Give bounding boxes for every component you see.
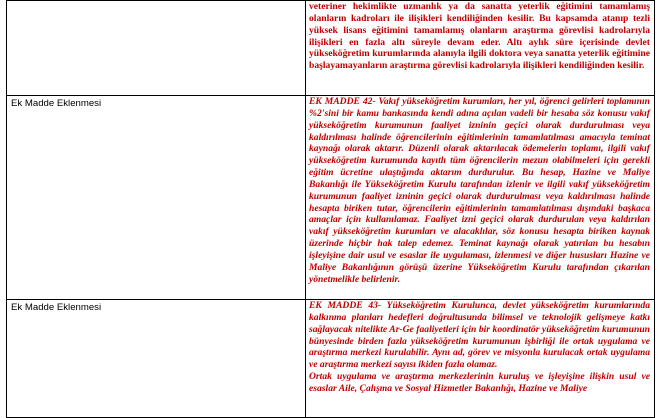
row-label: Ek Madde Eklenmesi [11, 98, 102, 109]
article-paragraph: EK MADDE 43- Yükseköğretim Kurulunca, devlet yükseköğretim kurumlarında kalkınma planları hedefleri doğrultusunda bilimsel ve teknolojik gelişmeye katkı sağlayacak nitelikte Ar-Ge faaliyetleri için bir koordinatör yükseköğretim kurumunun bünyesinde birden fazla yükseköğretim kurumunun işbirliği ile ortak uygulama ve araştırma merkezi kurulabilir. Aynı ad, görev ve misyonla kurulacak ortak uygulama ve araştırma merkezi sayısı ikiden fazla olamaz. [309, 300, 650, 371]
article-paragraph: Ortak uygulama ve araştırma merkezlerinin kuruluş ve işleyişine ilişkin usul ve esaslar Aile, Çalışma ve Sosyal Hizmetler Bakanlığı, Hazine ve Maliye [309, 371, 650, 394]
document-table [6, 0, 655, 418]
right-cell [306, 1, 655, 96]
table-row [7, 1, 655, 96]
left-cell [7, 1, 306, 96]
right-cell [306, 300, 655, 418]
table-row [7, 96, 655, 300]
article-text [306, 300, 654, 395]
right-cell [306, 96, 655, 300]
table-row [7, 300, 655, 418]
left-cell [7, 300, 306, 418]
row-label [7, 1, 305, 3]
article-text [306, 1, 654, 72]
left-cell [7, 96, 306, 300]
article-paragraph: veteriner hekimlikte uzmanlık ya da sanatta yeterlik eğitimini tamamlamış olanların kadroları ile ilişikleri kendiliğinden kesilir. Bu kapsamda atanıp tezli yüksek lisans eğitimini tamamlamış olanların araştırma görevlisi kadrolarıyla ilişikleri en fazla altı süreyle devam eder. Altı aylık süre içerisinde devlet yükseköğretim kurumlarında alanıyla ilgili doktora veya sanatta yeterlik eğitimine başlayamayanların araştırma görevlisi kadrolarıyla ilişikleri kendiliğinden kesilir. [309, 1, 650, 72]
article-text [306, 96, 654, 286]
row-label: Ek Madde Eklenmesi [11, 302, 102, 313]
article-paragraph: EK MADDE 42- Vakıf yükseköğretim kurumları, her yıl, öğrenci gelirleri toplamının %2'sini bir kamu bankasında kendi adına açılan vadeli bir hesaba söz konusu vakıf yükseköğretim kurumunun faaliyet izninin geçici olarak durdurulması veya kaldırılması halinde öğrencilerinin eğitimlerinin tamamlatılması amacıyla teminat kaynağı olarak aktarır. Düzenli olarak aktarılacak ödemelerin toplamı, ilgili vakıf yükseköğretim kurumunda kayıtlı tüm öğrencilerin mezun olabilmeleri için gerekli eğitim ücretine ulaştığında aktarım durdurulur. Bu hesap, Hazine ve Maliye Bakanlığı ile Yükseköğretim Kurulu tarafından izlenir ve ilgili vakıf yükseköğretim kurumunun faaliyet izninin geçici olarak durdurulması veya kaldırılması halinde hesapta biriken tutar, öğrencilerin eğitimlerinin tamamlatılması dışındaki başkaca amaçlar için kullanılamaz. Faaliyet izni geçici olarak durdurulan veya kaldırılan vakıf yükseköğretim kurumları ve alacaklılar, söz konusu hesapta biriken kaynak üzerinde hiçbir hak talep edemez. Teminat kaynağı olarak yatırılan bu hesabın işleyişine dair usul ve esaslar ile uygulaması, izlenmesi ve diğer hususları Hazine ve Maliye Bakanlığının görüşü üzerine Yükseköğretim Kurulu tarafından çıkarılan yönetmelikle belirlenir. [309, 96, 650, 285]
